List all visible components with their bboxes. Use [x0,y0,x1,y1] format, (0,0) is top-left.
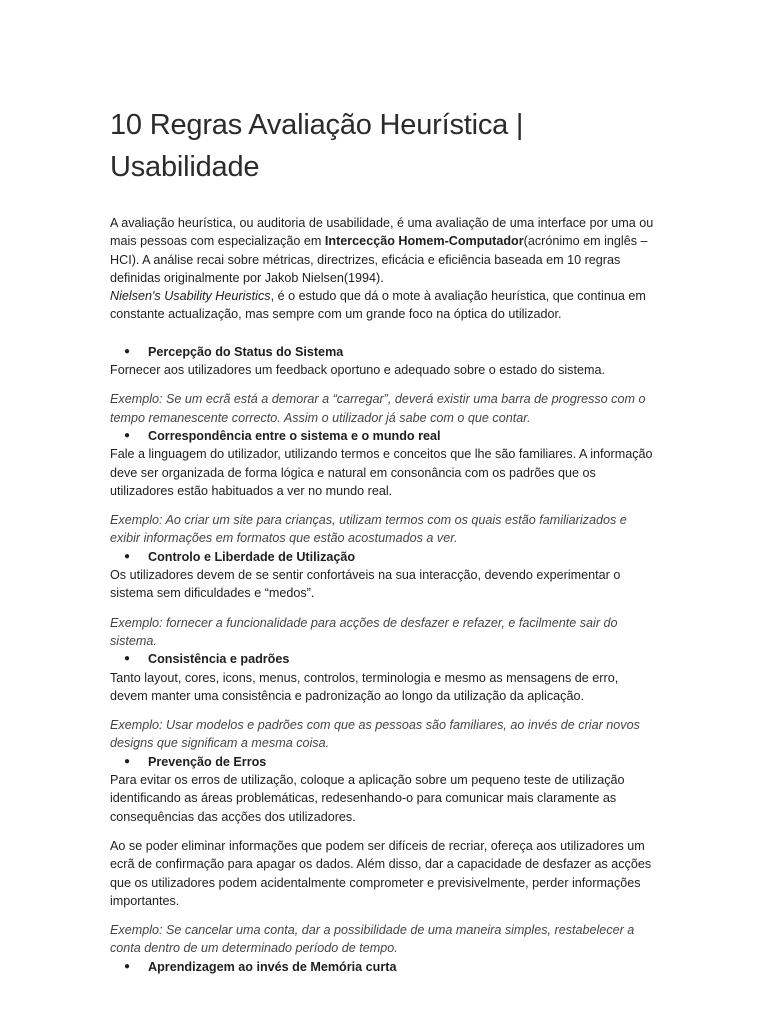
page-title: 10 Regras Avaliação Heurística | Usabilidade [110,109,524,183]
heuristic-heading-text: Correspondência entre o sistema e o mundo real [148,428,441,443]
heuristic-example: Exemplo: Se cancelar uma conta, dar a possibilidade de uma maneira simples, restabelecer a conta dentro de um determinado período de tempo. [110,923,635,956]
heuristic-description: Para evitar os erros de utilização, coloque a aplicação sobre um pequeno teste de utilização identificando as áreas problemáticas, redesenhando-o para comunicar mais claramente as consequências das acções dos utilizadores. [110,773,625,824]
heuristic-heading-text: Controlo e Liberdade de Utilização [148,549,356,564]
intro-text-end: , é o estudo que dá o mote à avaliação heurística, que continua em constante actualização, mas sempre com um grande foco na óptica do utilizador. [110,289,646,322]
heuristic-description: Fale a linguagem do utilizador, utilizando termos e conceitos que lhe são familiares. A informação deve ser organizada de forma lógica e natural em consonância com os padrões que os utilizadores estão habituados a ver no mundo real. [110,447,653,498]
bullet-icon: ● [124,755,131,767]
heuristic-heading [110,343,658,361]
intro-italic-title: Nielsen's Usability Heuristics [110,289,271,304]
heuristic-example: Exemplo: fornecer a funcionalidade para acções de desfazer e refazer, e facilmente sair do sistema. [110,615,618,648]
intro-text-continued: (acrónimo em inglês – HCI). A análise recai sobre métricas, directrizes, eficácia e eficiência baseada em 10 regras definidas originalmente por Jakob Nielsen(1994). [110,234,648,285]
heuristic-example: Exemplo: Ao criar um site para crianças, utilizam termos com os quais estão familiarizados e exibir informações em formatos que estão acostumados a ver. [110,513,627,546]
heuristic-heading [110,753,658,771]
heuristic-heading [110,958,658,976]
bullet-icon: ● [124,653,131,665]
intro-text: A avaliação heurística, ou auditoria de usabilidade, é uma avaliação de uma interface por uma ou mais pessoas com especialização em [110,216,654,249]
heuristics-list [110,343,658,976]
heuristic-heading-text: Consistência e padrões [148,652,290,667]
heuristic-example: Exemplo: Se um ecrã está a demorar a “carregar”, deverá existir uma barra de progresso com o tempo remanescente correcto. Assim o utilizador já sabe com o que contar. [110,392,646,425]
heuristic-heading [110,650,658,668]
heuristic-heading-text: Aprendizagem ao invés de Memória curta [148,959,397,974]
heuristic-heading [110,427,658,445]
heuristic-description: Tanto layout, cores, icons, menus, controlos, terminologia e mesmo as mensagens de erro, devem manter uma consistência e padronização ao longo da utilização da aplicação. [110,670,619,703]
heuristic-example: Exemplo: Usar modelos e padrões com que as pessoas são familiares, ao invés de criar novos designs que significam a mesma coisa. [110,718,640,751]
bullet-icon: ● [124,550,131,562]
heuristic-heading-text: Prevenção de Erros [148,754,267,769]
intro-bold-term: Intercecção Homem-Computador [324,234,524,249]
heuristic-description: Os utilizadores devem de se sentir confortáveis na sua interacção, devendo experimentar o sistema sem dificuldades e “medos”. [110,568,621,601]
bullet-icon: ● [124,960,131,972]
heuristic-description: Fornecer aos utilizadores um feedback oportuno e adequado sobre o estado do sistema. [110,363,605,378]
bullet-icon: ● [124,429,131,441]
intro-paragraph [110,214,658,324]
heuristic-description-extra: Ao se poder eliminar informações que podem ser difíceis de recriar, ofereça aos utilizadores um ecrã de confirmação para apagar os dados. Além disso, dar a capacidade de desfazer as acções que os utilizadores podem acidentalmente comprometer e previsivelmente, perder informações importantes. [110,838,652,908]
heuristic-heading [110,548,658,566]
bullet-icon: ● [124,345,131,357]
heuristic-heading-text: Percepção do Status do Sistema [148,344,344,359]
